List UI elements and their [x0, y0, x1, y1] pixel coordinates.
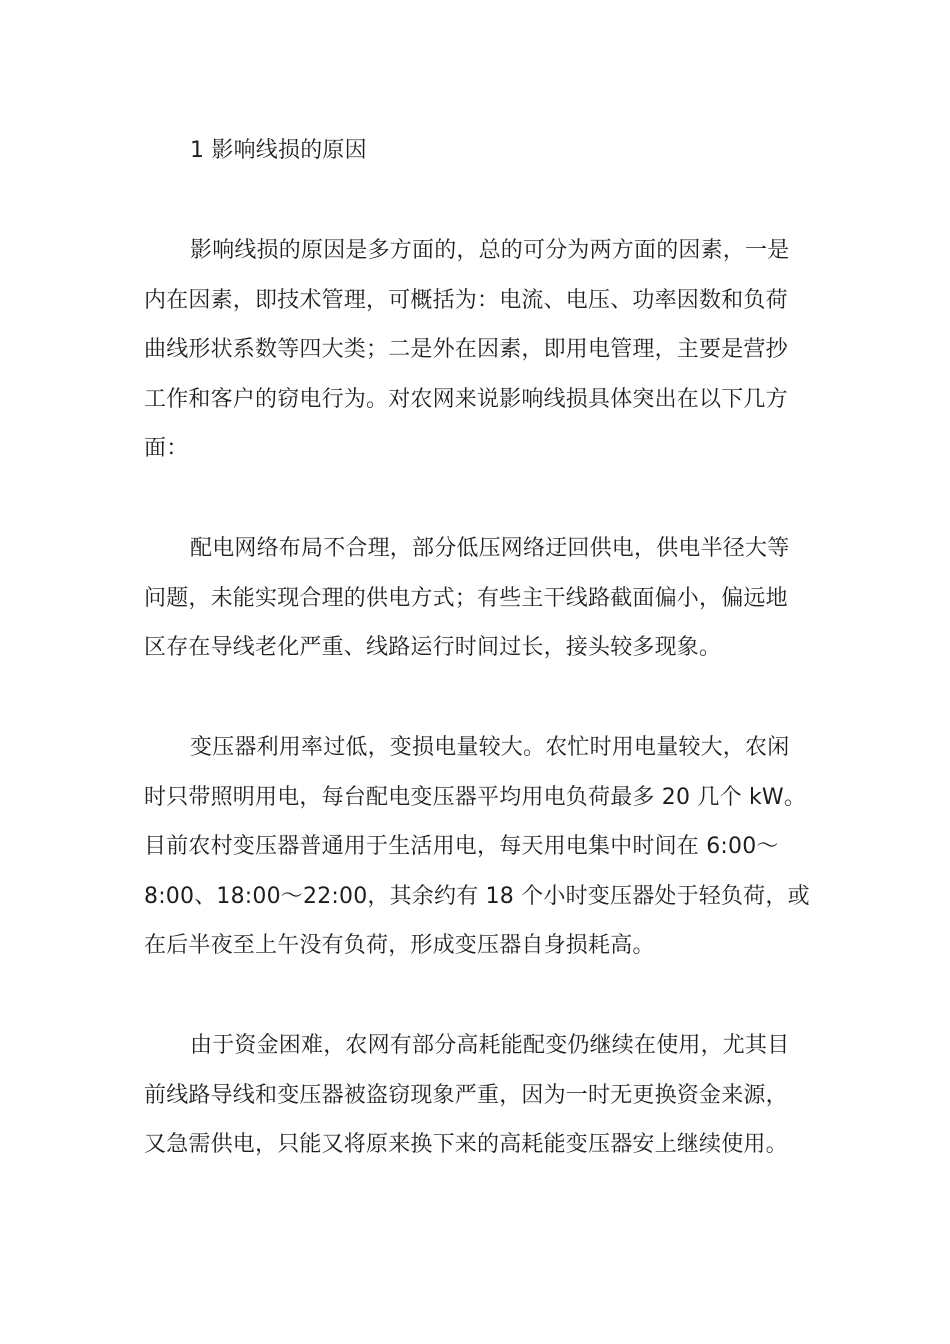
- paragraph-line: 时只带照明用电，每台配电变压器平均用电负荷最多 20 几个 kW。: [144, 784, 807, 810]
- paragraph-line: 配电网络布局不合理，部分低压网络迂回供电，供电半径大等: [190, 536, 790, 561]
- paragraph-line: 曲线形状系数等四大类；二是外在因素，即用电管理，主要是营抄: [144, 337, 788, 362]
- paragraph-line: 区存在导线老化严重、线路运行时间过长，接头较多现象。: [144, 635, 722, 660]
- paragraph-line: 目前农村变压器普通用于生活用电，每天用电集中时间在 6:00～: [144, 834, 779, 859]
- paragraph-line: 在后半夜至上午没有负荷，形成变压器自身损耗高。: [144, 933, 655, 958]
- paragraph-network-layout: [144, 524, 808, 673]
- heading-text: 1 影响线损的原因: [190, 138, 367, 163]
- paragraph-line: 面：: [144, 436, 189, 461]
- section-heading: [144, 126, 808, 176]
- paragraph-line: 影响线损的原因是多方面的，总的可分为两方面的因素，一是: [190, 238, 790, 263]
- paragraph-transformer-utilization: [144, 723, 808, 971]
- paragraph-causes-overview: [144, 226, 808, 474]
- paragraph-line: 内在因素，即技术管理，可概括为：电流、电压、功率因数和负荷: [144, 287, 788, 313]
- paragraph-line: 又急需供电，只能又将原来换下来的高耗能变压器安上继续使用。: [144, 1132, 788, 1157]
- paragraph-line: 工作和客户的窃电行为。对农网来说影响线损具体突出在以下几方: [144, 386, 788, 412]
- paragraph-line: 8:00、18:00～22:00，其余约有 18 个小时变压器处于轻负荷，或: [144, 883, 810, 909]
- paragraph-line: 由于资金困难，农网有部分高耗能配变仍继续在使用，尤其目: [190, 1033, 790, 1058]
- paragraph-funding-difficulty: [144, 1021, 808, 1170]
- paragraph-line: 问题，未能实现合理的供电方式；有些主干线路截面偏小，偏远地: [144, 585, 788, 611]
- paragraph-line: 变压器利用率过低，变损电量较大。农忙时用电量较大，农闲: [190, 735, 790, 760]
- paragraph-line: 前线路导线和变压器被盗窃现象严重，因为一时无更换资金来源，: [144, 1082, 788, 1108]
